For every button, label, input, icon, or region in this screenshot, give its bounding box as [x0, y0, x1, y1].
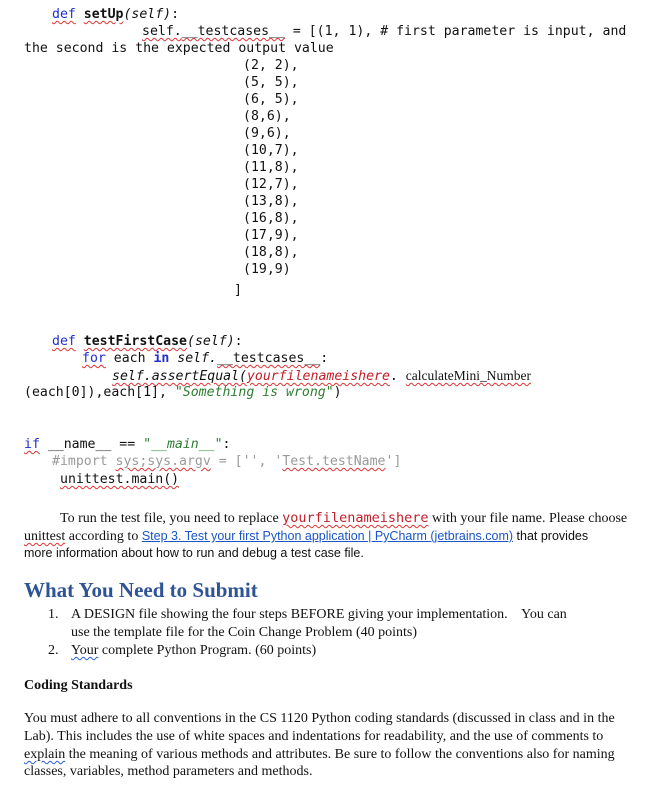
code-comment-wrap: the second is the expected output value [24, 41, 334, 56]
pycharm-docs-link[interactable]: Step 3. Test your first Python application | PyCharm (jetbrains.com) [141, 529, 514, 543]
code-tuple-line: (10,7), [243, 143, 299, 158]
code-tuple-line: (9,6), [243, 126, 291, 141]
code-for-line: for each in self.__testcases__: [82, 351, 329, 366]
submit-item-2: Your complete Python Program. (60 points) [71, 643, 317, 658]
code-main-if: if __name__ == "__main__": [24, 437, 231, 452]
code-tuple-line: (5, 5), [243, 75, 299, 90]
coding-standards-heading: Coding Standards [24, 678, 133, 693]
code-tuple-line: (11,8), [243, 160, 299, 175]
submit-item-2-num: 2. [48, 643, 59, 658]
code-tuple-line: (8,6), [243, 109, 291, 124]
code-assert-wrap: (each[0]),each[1], "Something is wrong") [24, 385, 342, 400]
submit-item-1-num: 1. [48, 607, 59, 622]
code-import-comment: #import sys;sys.argv = ['', 'Test.testName'] [52, 454, 402, 469]
code-close-bracket: ] [234, 283, 242, 298]
submit-item-1-line-2: use the template file for the Coin Change Problem (40 points) [71, 625, 418, 640]
code-tuple-line: (6, 5), [243, 92, 299, 107]
submit-item-1-line-1: A DESIGN file showing the four steps BEFORE giving your implementation. You can [71, 607, 567, 622]
submit-heading: What You Need to Submit [24, 578, 258, 602]
standards-line-4: classes, variables, method parameters and methods. [24, 764, 313, 779]
standards-line-3: explain the meaning of various methods and attributes. Be sure to follow the conventions also for naming [24, 747, 615, 762]
code-tuple-line: (19,9) [243, 262, 291, 277]
standards-line-1: You must adhere to all conventions in the CS 1120 Python coding standards (discussed in class and in the [24, 711, 615, 726]
standards-line-2: Lab). This includes the use of white spaces and indentations for readability, and the use of comments to [24, 729, 604, 744]
code-tuple-line: (2, 2), [243, 58, 299, 73]
code-tuple-line: (16,8), [243, 211, 299, 226]
instructions-line-2: unittest according to Step 3. Test your first Python application | PyCharm (jetbrains.com) that provides [24, 529, 589, 544]
code-tuple-line: (17,9), [243, 228, 299, 243]
code-assert-line: self.assertEqual(yourfilenameishere. calculateMini_Number [112, 368, 532, 384]
code-def-setup: def setUp(self): [52, 7, 180, 22]
code-unittest-main: unittest.main() [60, 472, 180, 487]
instructions-line-3: more information about how to run and debug a test case file. [24, 546, 364, 560]
code-testcases-line: self.__testcases__ = [(1, 1), # first parameter is input, and [142, 24, 627, 39]
code-def-testfirstcase: def testFirstCase(self): [52, 334, 243, 349]
code-tuple-line: (18,8), [243, 245, 299, 260]
instructions-line-1: To run the test file, you need to replace yourfilenameishere with your file name. Please choose [60, 510, 628, 526]
code-tuple-line: (13,8), [243, 194, 299, 209]
code-tuple-line: (12,7), [243, 177, 299, 192]
